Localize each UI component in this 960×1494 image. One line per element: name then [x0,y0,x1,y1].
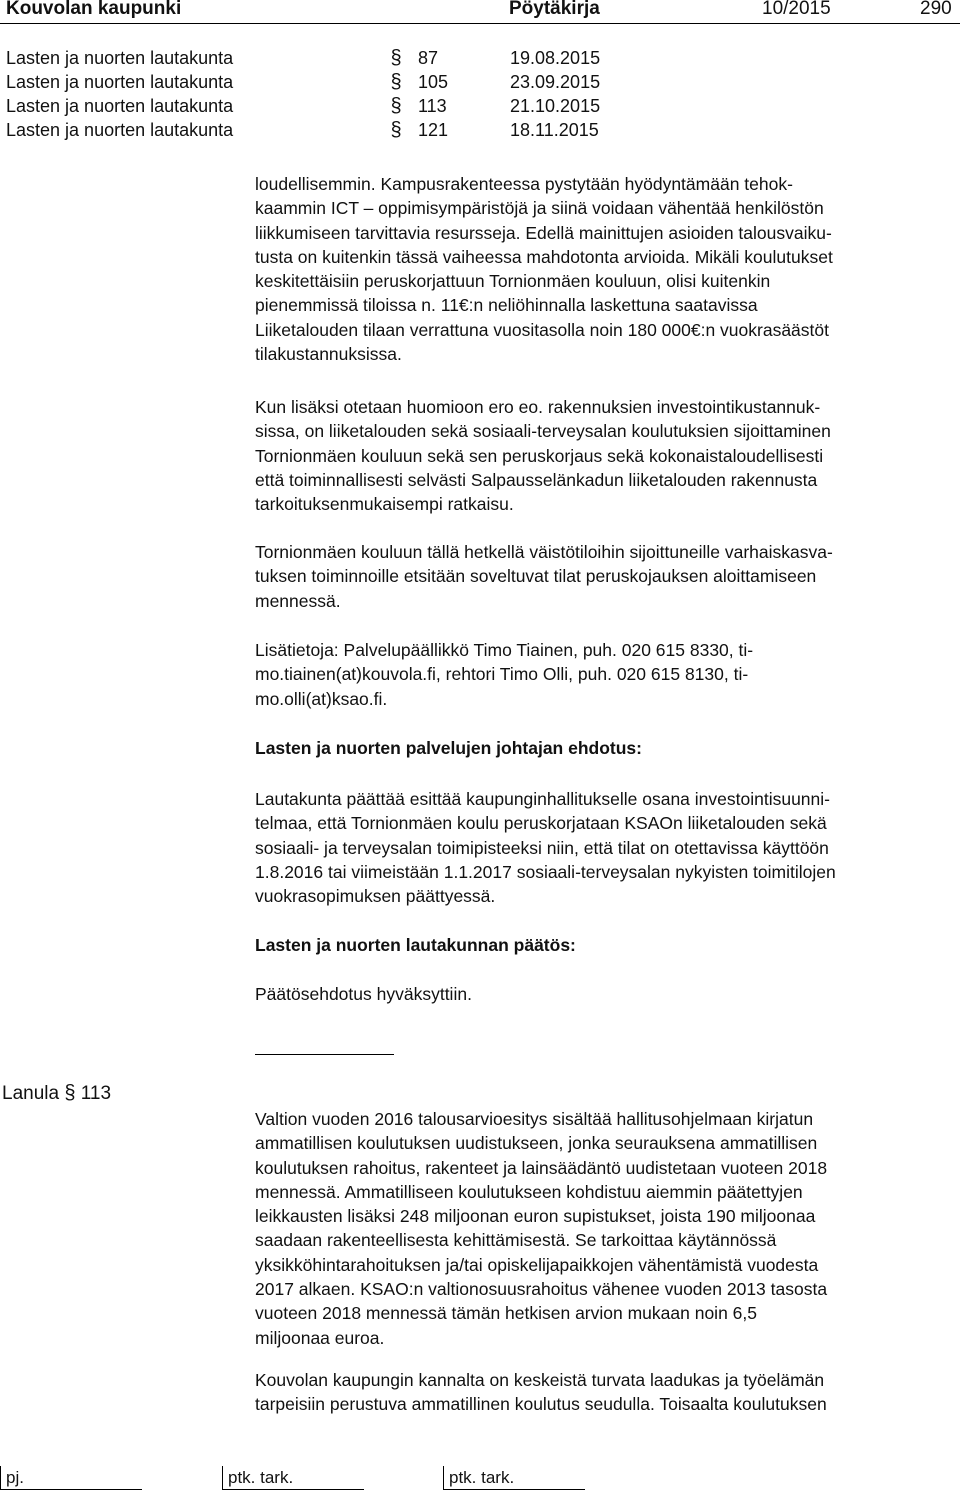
reference-date: 21.10.2015 [510,96,601,116]
footer-line [222,1489,364,1490]
header-rule [0,23,960,24]
text-line: yksikköhintarahoituksen ja/tai opiskelijapaikkojen vähentämistä vuodesta [255,1254,819,1275]
document-number: 10/2015 [762,0,831,19]
text-line: 1.8.2016 tai viimeistään 1.1.2017 sosiaali-terveysalan nykyisten toimitilojen [255,861,836,882]
decision-heading: Lasten ja nuorten lautakunnan päätös: [255,935,576,955]
section-icon: § [64,1082,76,1104]
reference-row [6,46,706,70]
text-line: vuoteen 2018 mennessä tämän hetkisen arvion mukaan noin 6,5 [255,1303,757,1324]
reference-list [6,46,706,142]
text-line: sosiaali- ja terveysalan toimipisteeksi niin, että tilat on otettavissa käyttöön [255,837,829,858]
reference-row [6,118,706,142]
text-line: Tornionmäen kouluun tällä hetkellä väistötiloihin sijoittuneille varhaiskasva- [255,542,833,562]
footer-chair-signature: pj. [6,1468,24,1487]
text-line: 2017 alkaen. KSAO:n valtionosuusrahoitus vähenee vuoden 2013 tasosta [255,1279,828,1300]
text-line: liikkumiseen tarvittavia resursseja. Edellä mainittujen asioiden talousvaiku- [255,222,832,243]
side-label-name: Lanula [2,1083,60,1104]
proposal-heading: Lasten ja nuorten palvelujen johtajan ehdotus: [255,738,642,758]
document-type: Pöytäkirja [509,0,600,19]
text-line: vuokrasopimuksen päättyessä. [255,886,496,907]
text-line: mo.tiainen(at)kouvola.fi, rehtori Timo Olli, puh. 020 615 8130, ti- [255,664,749,685]
organization-name: Kouvolan kaupunki [6,0,182,19]
text-line: saadaan rakenteellisesta kehittämisestä. Se tarkoittaa käytännössä [255,1230,777,1251]
reference-number: 105 [418,72,449,92]
section-icon: § [390,71,402,93]
text-line: tilakustannuksissa. [255,344,402,365]
reference-board: Lasten ja nuorten lautakunta [6,48,234,68]
section-divider [255,1054,394,1055]
text-line: kaammin ICT – oppimisympäristöjä ja siinä voidaan vähentää henkilöstön [255,198,824,219]
text-line: Valtion vuoden 2016 talousarvioesitys sisältää hallitusohjelmaan kirjatun [255,1109,814,1129]
reference-number: 121 [418,120,449,140]
text-line: loudellisemmin. Kampusrakenteessa pystytään hyödyntämään tehok- [255,174,793,194]
text-line: keskitettäisiin peruskorjattuun Tornionmäen kouluun, olisi kuitenkin [255,271,771,292]
text-line: tarpeisiin perustuva ammatillinen koulutus seudulla. Toisaalta koulutuksen [255,1394,827,1415]
text-line: koulutuksen rahoitus, rakenteet ja lainsäädäntö uudistetaan vuoteen 2018 [255,1157,828,1178]
text-line: tuksen toiminnoille etsitään soveltuvat tilat peruskojauksen aloittamiseen [255,566,817,587]
text-line: mennessä. [255,590,341,611]
reference-number: 113 [418,96,447,116]
reference-row [6,94,706,118]
footer-tick [222,1466,223,1490]
text-line: Liiketalouden tilaan verrattuna vuositasolla noin 180 000€:n vuokrasäästöt [255,319,829,340]
reference-date: 18.11.2015 [510,120,599,140]
section-icon: § [390,47,402,69]
reference-board: Lasten ja nuorten lautakunta [6,96,234,116]
footer-tick [443,1466,444,1490]
text-line: mennessä. Ammatilliseen koulutukseen kohdistuu aiemmin päätettyjen [255,1181,803,1202]
page-number: 290 [920,0,952,19]
text-line: tarkoituksenmukaisempi ratkaisu. [255,494,514,515]
paragraph-kouvola [255,1368,955,1417]
reference-date: 19.08.2015 [510,48,601,68]
footer-checker-signature: ptk. tark. [449,1468,515,1487]
footer-checker-signature: ptk. tark. [228,1468,294,1487]
paragraph-contacts [255,638,955,711]
signature-footer [0,1466,960,1494]
decision-text: Päätösehdotus hyväksyttiin. [255,984,472,1004]
side-label-number: 113 [80,1083,112,1104]
text-line: mo.olli(at)ksao.fi. [255,688,388,709]
text-line: Kun lisäksi otetaan huomioon ero eo. rakennuksien investointikustannuk- [255,397,821,417]
text-line: Lisätietoja: Palvelupäällikkö Timo Tiainen, puh. 020 615 8330, ti- [255,640,754,660]
footer-tick [0,1466,1,1490]
text-line: miljoonaa euroa. [255,1327,385,1348]
paragraph-state-budget [255,1107,955,1350]
text-line: Lautakunta päättää esittää kaupunginhallitukselle osana investointisuunni- [255,789,830,809]
text-line: Tornionmäen kouluun sekä sen peruskorjaus sekä kokonaistaloudellisesti [255,445,824,466]
paragraph-savings [255,172,955,366]
paragraph-investment [255,395,955,516]
text-line: tusta on kuitenkin tässä vaiheessa mahdotonta arvioida. Mikäli koulutukset [255,246,833,267]
reference-board: Lasten ja nuorten lautakunta [6,120,234,140]
section-icon: § [390,119,402,141]
text-line: pienemmissä tiloissa n. 11€:n neliöhinnalla laskettuna saatavissa [255,295,758,316]
text-line: että toiminnallisesti selvästi Salpausselänkadun liiketalouden rakennusta [255,469,818,490]
section-icon: § [390,95,402,117]
reference-number: 87 [418,48,439,68]
footer-line [443,1489,585,1490]
text-line: Kouvolan kaupungin kannalta on keskeistä turvata laadukas ja työelämän [255,1370,825,1390]
side-label [2,1082,111,1105]
reference-row [6,70,706,94]
reference-date: 23.09.2015 [510,72,601,92]
text-line: leikkausten lisäksi 248 miljoonan euron supistukset, joista 190 miljoonaa [255,1206,816,1227]
paragraph-proposal [255,787,955,908]
text-line: telmaa, että Tornionmäen koulu peruskorjataan KSAOn liiketalouden sekä [255,813,827,834]
footer-line [0,1489,142,1490]
page-header [0,0,960,24]
text-line: sissa, on liiketalouden sekä sosiaali-terveysalan koulutuksien sijoittaminen [255,421,831,442]
paragraph-early-education [255,540,955,613]
reference-board: Lasten ja nuorten lautakunta [6,72,234,92]
text-line: ammatillisen koulutuksen uudistukseen, jonka seurauksena ammatillisen [255,1133,818,1154]
